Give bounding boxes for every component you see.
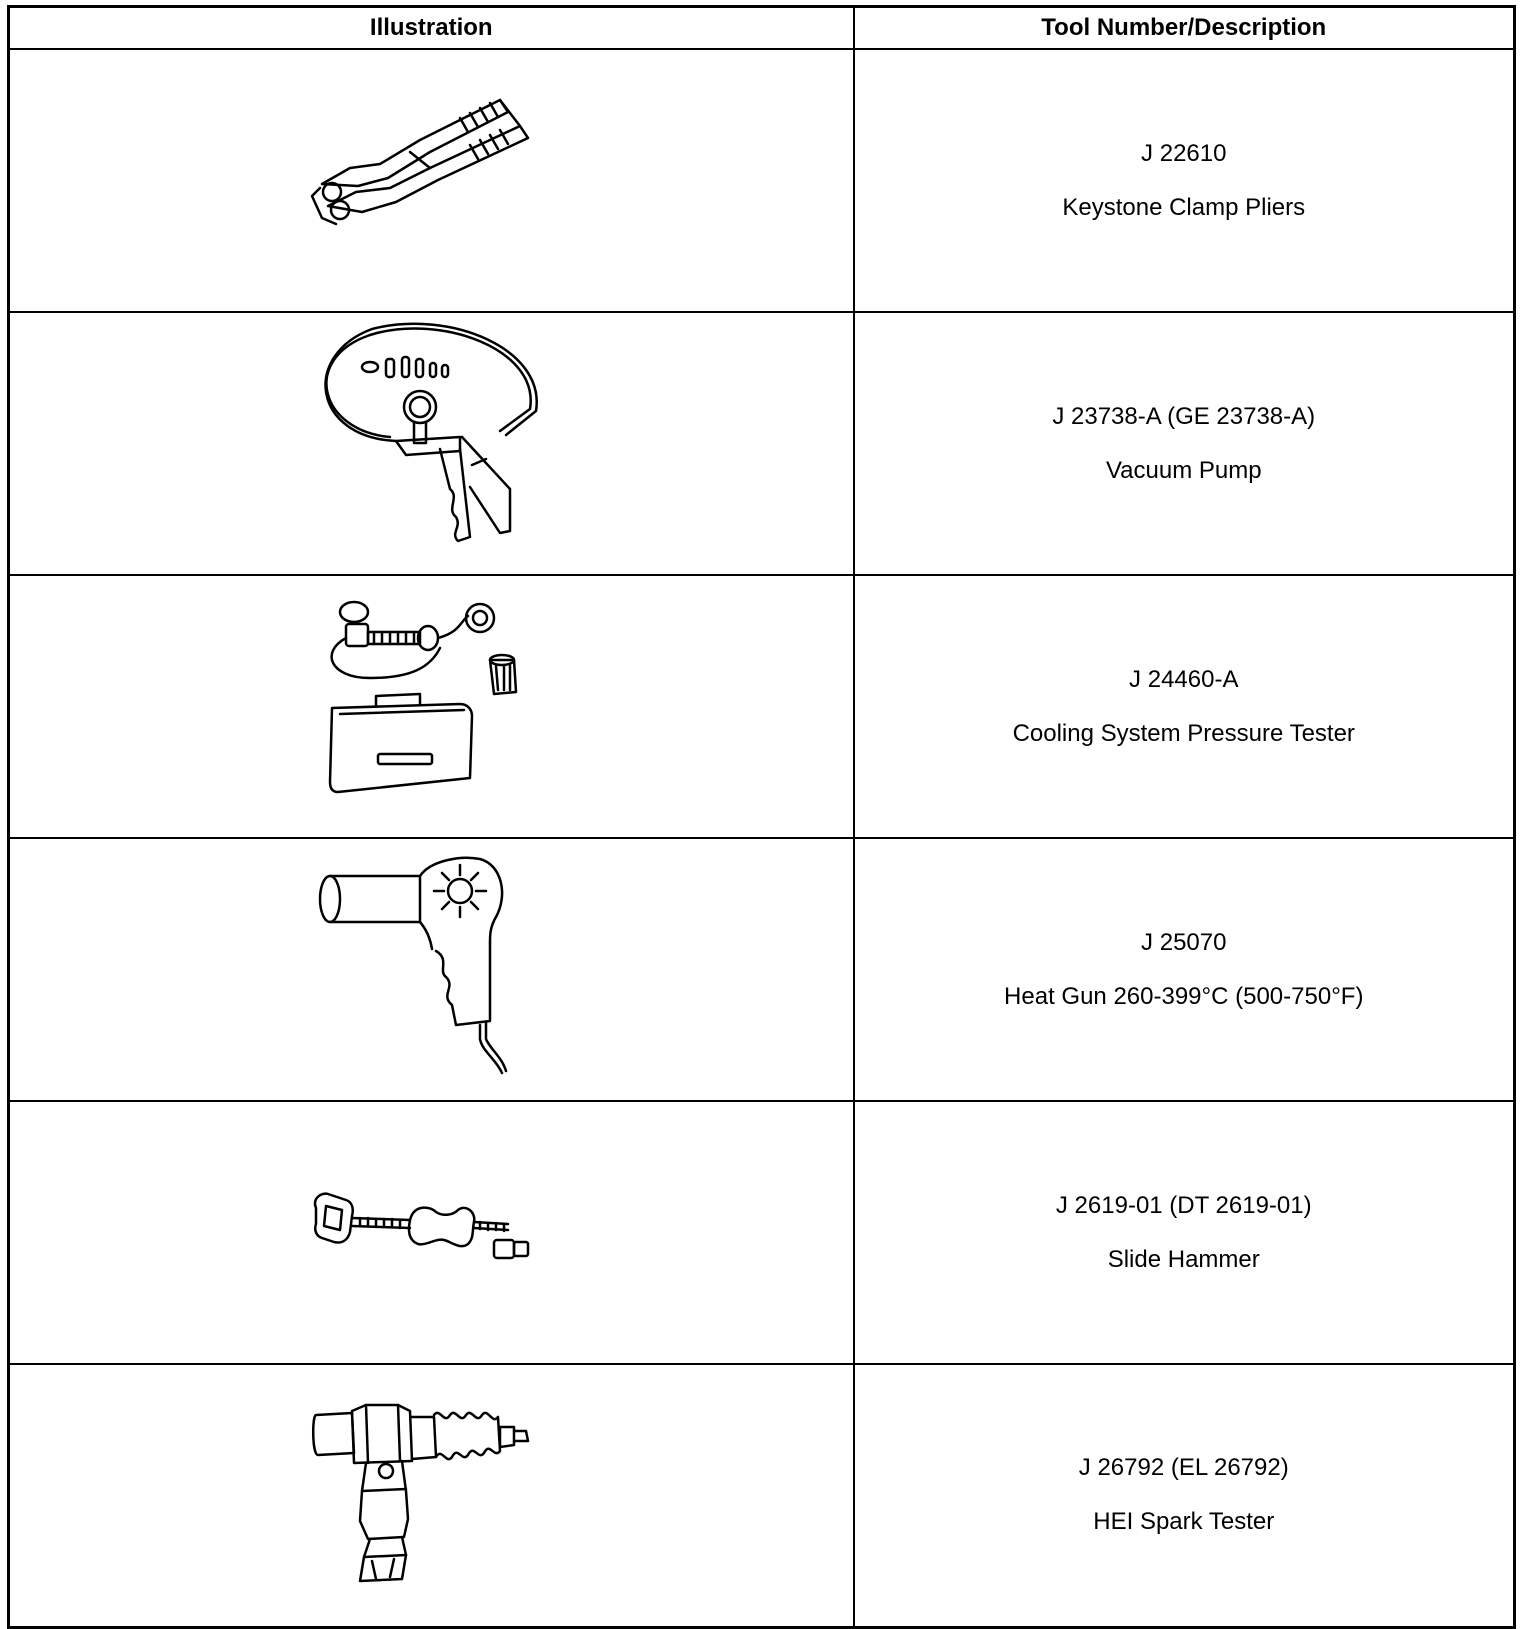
header-illustration: Illustration [9, 7, 854, 50]
tool-number: J 22610 [1141, 139, 1227, 167]
illustration-cell [9, 1101, 854, 1364]
description-cell [854, 838, 1515, 1101]
table-row [9, 312, 1515, 575]
tool-number: J 23738-A (GE 23738-A) [1052, 402, 1316, 430]
description-cell [854, 1101, 1515, 1364]
illustration-cell [9, 312, 854, 575]
illustration-cell [9, 49, 854, 312]
table-row [9, 1101, 1515, 1364]
description-cell [854, 49, 1515, 312]
illustration-cell [9, 838, 854, 1101]
tool-description: HEI Spark Tester [1093, 1508, 1275, 1536]
table-row [9, 49, 1515, 312]
pressure-tester-icon [310, 582, 560, 832]
tool-description: Vacuum Pump [1105, 456, 1262, 484]
tool-number: J 24460-A [1129, 665, 1239, 693]
illustration-cell [9, 1364, 854, 1627]
tool-table [7, 5, 1516, 1629]
vacuum-pump-icon [310, 319, 560, 569]
header-row [9, 7, 1515, 50]
tool-number: J 2619-01 (DT 2619-01) [1055, 1191, 1312, 1219]
description-cell [854, 312, 1515, 575]
pliers-icon [310, 56, 560, 306]
spark-tester-icon [310, 1371, 560, 1621]
table-row [9, 838, 1515, 1101]
tool-description: Heat Gun 260-399°C (500-750°F) [1004, 982, 1364, 1010]
tool-number: J 26792 (EL 26792) [1078, 1454, 1289, 1482]
slide-hammer-icon [310, 1108, 560, 1358]
tool-number: J 25070 [1141, 928, 1227, 956]
illustration-cell [9, 575, 854, 838]
table-row [9, 1364, 1515, 1627]
table-row [9, 575, 1515, 838]
tool-description: Slide Hammer [1107, 1245, 1260, 1273]
tool-description: Keystone Clamp Pliers [1062, 193, 1306, 221]
heat-gun-icon [310, 845, 560, 1095]
header-description: Tool Number/Description [854, 7, 1515, 50]
description-cell [854, 575, 1515, 838]
tool-description: Cooling System Pressure Tester [1012, 719, 1355, 747]
description-cell [854, 1364, 1515, 1627]
